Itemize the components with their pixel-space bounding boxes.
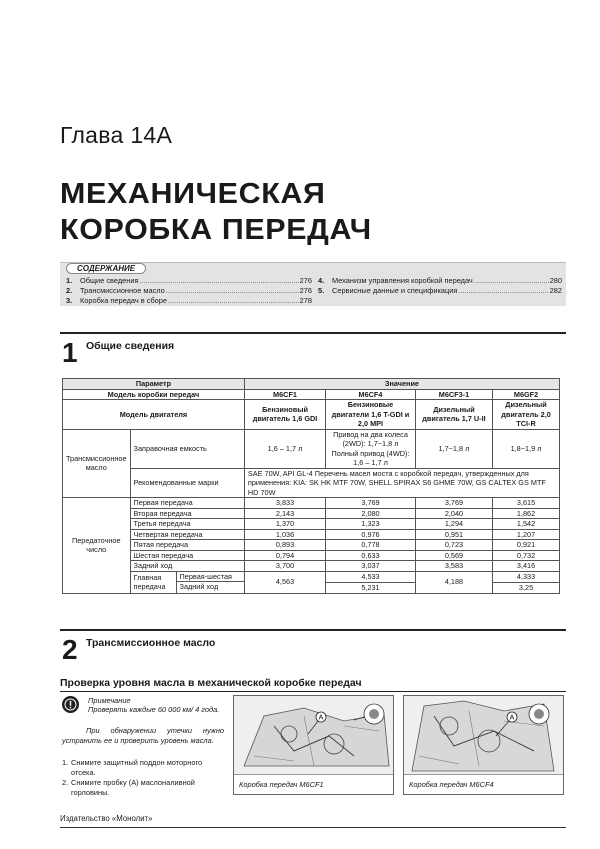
- main-gear-sub-label: Задний ход: [179, 582, 219, 591]
- table-row: [63, 400, 560, 430]
- title-line: КОРОБКА ПЕРЕДАЧ: [60, 214, 372, 246]
- toc-item[interactable]: [318, 276, 562, 286]
- toc-item-number: 1.: [66, 276, 73, 285]
- table-row: [63, 498, 560, 509]
- note-text-leak: При обнаружении утечки нужно устранить ее и проверить уровень масла.: [62, 726, 224, 745]
- header-value: Значение: [244, 379, 559, 390]
- table-row: [63, 540, 560, 551]
- toc-item[interactable]: [318, 286, 562, 296]
- table-cell: 4,533: [326, 571, 416, 582]
- main-gear-cell: [130, 571, 244, 593]
- table-cell: Дизельный двигатель 2,0 TCI-R: [493, 400, 560, 430]
- figure-m6cf4: [403, 695, 564, 795]
- row-label: Вторая передача: [130, 508, 244, 519]
- toc-item-number: 2.: [66, 286, 73, 295]
- table-cell: 4,333: [493, 571, 560, 582]
- row-group-oil: Трансмиссионное масло: [63, 429, 131, 498]
- steps-list: [62, 758, 224, 798]
- row-label-engine: Модель двигателя: [63, 400, 245, 430]
- table-cell: M6GF2: [493, 389, 560, 400]
- table-cell: 1,8~1,9 л: [493, 429, 560, 468]
- table-cell: 5,231: [326, 582, 416, 593]
- table-cell: 3,037: [326, 561, 416, 572]
- table-cell: 3,416: [493, 561, 560, 572]
- figure-caption: Коробка передач M6CF1: [234, 774, 393, 794]
- table-cell: M6CF1: [244, 389, 325, 400]
- subsection-title: Проверка уровня масла в механической коробке передач: [60, 677, 566, 692]
- row-label: Рекомендованные марки: [130, 468, 244, 498]
- gearbox-illustration: [234, 696, 394, 776]
- table-cell: 0,893: [244, 540, 325, 551]
- row-label: Шестая передача: [130, 550, 244, 561]
- table-cell: 1,370: [244, 519, 325, 530]
- table-row: [63, 508, 560, 519]
- toc-item-title: Трансмиссионное масло: [80, 286, 165, 295]
- toc-leader: [139, 276, 298, 286]
- chapter-label: Глава 14А: [60, 122, 173, 148]
- table-cell: 4,188: [415, 571, 492, 593]
- list-item: [62, 758, 224, 777]
- table-cell: 1,323: [326, 519, 416, 530]
- toc-leader: [474, 276, 549, 286]
- figure-caption: Коробка передач M6CF4: [404, 774, 563, 794]
- table-row: [63, 519, 560, 530]
- gearbox-illustration: [404, 696, 564, 776]
- step-number: 1.: [62, 758, 69, 767]
- section-divider: [60, 332, 566, 334]
- footer-divider: [60, 827, 566, 828]
- toc-item-title: Коробка передач в сборе: [80, 296, 168, 305]
- publisher-footer: Издательство «Монолит»: [60, 814, 153, 823]
- toc-item-page: 282: [549, 286, 562, 295]
- table-cell: M6CF4: [326, 389, 416, 400]
- toc-leader: [458, 286, 548, 296]
- table-cell: 3,833: [244, 498, 325, 509]
- section-number: 1: [62, 337, 78, 368]
- spec-table: [62, 378, 560, 594]
- table-cell: 1,294: [415, 519, 492, 530]
- step-number: 2.: [62, 778, 69, 787]
- main-gear-label: Главная передача: [131, 572, 177, 593]
- toc-heading: СОДЕРЖАНИЕ: [66, 263, 146, 274]
- table-cell: 0,921: [493, 540, 560, 551]
- title-line: МЕХАНИЧЕСКАЯ: [60, 178, 326, 210]
- toc-item-page: 278: [299, 296, 312, 305]
- toc-leader: [168, 296, 299, 306]
- step-text: Снимите защитный поддон моторного отсека.: [71, 758, 203, 777]
- table-row: [63, 550, 560, 561]
- page-title: [60, 176, 372, 248]
- table-cell: M6CF3-1: [415, 389, 492, 400]
- table-cell: 3,615: [493, 498, 560, 509]
- note-label: Примечание: [88, 696, 131, 705]
- table-cell: 0,723: [415, 540, 492, 551]
- row-label: Пятая передача: [130, 540, 244, 551]
- row-label: Третья передача: [130, 519, 244, 530]
- section-divider: [60, 629, 566, 631]
- toc-item[interactable]: [66, 286, 312, 296]
- table-cell: 1,542: [493, 519, 560, 530]
- header-param: Параметр: [63, 379, 245, 390]
- table-row: [63, 571, 560, 582]
- toc-item-page: 280: [549, 276, 562, 285]
- figure-marker: A: [318, 714, 324, 722]
- table-cell: 1,7~1,8 л: [415, 429, 492, 468]
- list-item: [62, 778, 224, 797]
- table-cell: Бензиновые двигатели 1,6 T-GDI и 2,0 MPI: [326, 400, 416, 430]
- table-cell: 3,25: [493, 582, 560, 593]
- table-cell: 4,563: [244, 571, 325, 593]
- table-of-contents: [60, 262, 566, 306]
- toc-item-title: Механизм управления коробкой передач: [332, 276, 473, 285]
- table-cell: 0,633: [326, 550, 416, 561]
- toc-item-number: 4.: [318, 276, 325, 285]
- table-cell: 0,732: [493, 550, 560, 561]
- toc-item-title: Общие сведения: [80, 276, 139, 285]
- table-row: [63, 561, 560, 572]
- table-row: [63, 529, 560, 540]
- row-label: Четвертая передача: [130, 529, 244, 540]
- table-cell: 3,700: [244, 561, 325, 572]
- table-cell: 0,794: [244, 550, 325, 561]
- table-cell: 2,080: [326, 508, 416, 519]
- table-row: [63, 379, 560, 390]
- table-cell: Бензиновый двигатель 1,6 GDI: [244, 400, 325, 430]
- table-cell: 2,040: [415, 508, 492, 519]
- row-label-model: Модель коробки передач: [63, 389, 245, 400]
- section-title: Трансмиссионное масло: [86, 637, 216, 649]
- table-cell: 1,6 – 1,7 л: [244, 429, 325, 468]
- table-cell: 3,769: [326, 498, 416, 509]
- table-cell: 0,976: [326, 529, 416, 540]
- main-gear-sub-label: Первая-шестая: [177, 572, 244, 583]
- table-cell: Привод на два колеса (2WD): 1,7~1,8 л Полный привод (4WD): 1,6 – 1,7 л: [326, 429, 416, 468]
- table-cell: 3,769: [415, 498, 492, 509]
- row-group-ratio: Передаточное число: [63, 498, 131, 594]
- table-row: [63, 429, 560, 468]
- toc-item-title: Сервисные данные и спецификация: [332, 286, 458, 295]
- figure-m6cf1: [233, 695, 394, 795]
- toc-item-page: 276: [299, 286, 312, 295]
- step-text: Снимите пробку (A) маслоналивной горловины.: [71, 778, 195, 797]
- toc-leader: [166, 286, 299, 296]
- table-row: [63, 468, 560, 498]
- toc-item[interactable]: [66, 276, 312, 286]
- toc-item-number: 5.: [318, 286, 325, 295]
- table-cell: SAE 70W, API GL-4 Перечень масел моста с коробкой передач, утвержденных для применения: KIA: SK HK MTF 70W, SHELL SPIRAX S6 GHME 70W, GS CALTEX GS MTF HD 70W: [244, 468, 559, 498]
- toc-column-left: [66, 276, 312, 306]
- table-cell: 1,036: [244, 529, 325, 540]
- table-row: [63, 389, 560, 400]
- table-cell: 0,569: [415, 550, 492, 561]
- toc-column-right: [318, 276, 562, 296]
- table-cell: 1,862: [493, 508, 560, 519]
- table-cell: 2,143: [244, 508, 325, 519]
- toc-item[interactable]: [66, 296, 312, 306]
- table-cell: 0,778: [326, 540, 416, 551]
- toc-item-page: 276: [299, 276, 312, 285]
- table-cell: 1,207: [493, 529, 560, 540]
- section-number: 2: [62, 634, 78, 665]
- figure-marker: A: [509, 714, 515, 722]
- section-title: Общие сведения: [86, 340, 175, 352]
- note-text: Проверять каждые 60 000 км/ 4 года.: [88, 705, 220, 714]
- note-icon: [62, 696, 79, 713]
- table-cell: 0,951: [415, 529, 492, 540]
- table-cell: Дизельный двигатель 1,7 U-II: [415, 400, 492, 430]
- table-cell: 3,583: [415, 561, 492, 572]
- row-label: Первая передача: [130, 498, 244, 509]
- row-label: Заправочная емкость: [130, 429, 244, 468]
- toc-item-number: 3.: [66, 296, 73, 305]
- row-label: Задний ход: [130, 561, 244, 572]
